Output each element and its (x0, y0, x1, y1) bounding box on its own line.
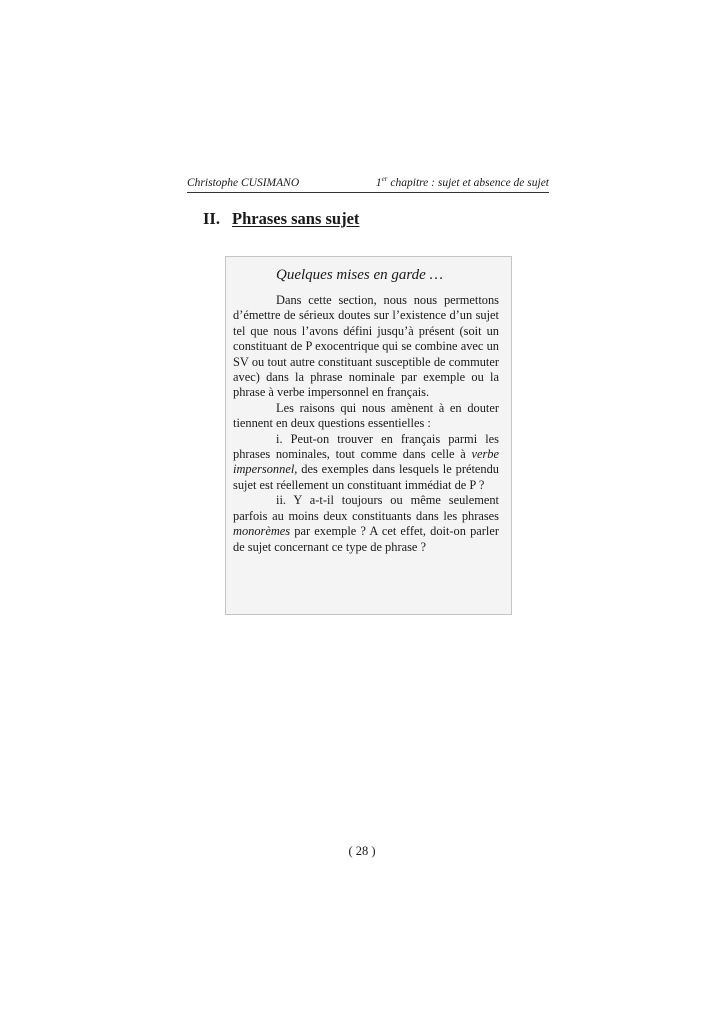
section-title: Phrases sans sujet (232, 209, 360, 228)
question-1-text-end: , des exemples dans lesquels le prétendu sujet est réellement un constituant immédiat de P ? (233, 462, 499, 492)
header-chapter-title: chapitre : sujet et absence de sujet (387, 177, 549, 189)
question-2-text-end: par exemple ? A cet effet, doit-on parler de sujet concernant ce type de phrase ? (233, 524, 499, 554)
page-number: ( 28 ) (348, 844, 376, 858)
section-number: II. (203, 209, 220, 228)
header-chapter-sup: er (381, 175, 388, 183)
header-chapter (376, 176, 549, 190)
question-1-emphasis: verbe impersonnel (233, 447, 499, 477)
question-2-emphasis: monorèmes (233, 524, 291, 539)
header-author: Christophe CUSIMANO (187, 177, 300, 189)
section-heading (203, 208, 359, 230)
box-title: Quelques mises en garde … (276, 267, 443, 283)
caution-box (225, 256, 512, 615)
box-paragraph-intro: Dans cette section, nous nous permettons d’émettre de sérieux doutes sur l’existence d’un sujet tel que nous l’avons défini jusqu’à présent (soit un constituant de P exocentrique qui se combine avec un SV ou tout autre constituant susceptible de commuter avec) dans la phrase nominale par exemple ou la phrase à verbe impersonnel en français. (233, 293, 499, 400)
running-header (187, 176, 549, 193)
box-text (233, 293, 499, 555)
box-paragraph-reasons: Les raisons qui nous amènent à en douter tiennent en deux questions essentielles : (233, 400, 499, 431)
header-chapter-number: 1 (375, 177, 382, 189)
box-question-1 (233, 432, 499, 494)
question-2-text-start: ii. Y a-t-il toujours ou même seulement parfois au moins deux constituants dans les phrases (233, 493, 499, 523)
question-1-text-start: i. Peut-on trouver en français parmi les phrases nominales, tout comme dans celle à (233, 431, 499, 462)
box-question-2 (233, 493, 499, 555)
